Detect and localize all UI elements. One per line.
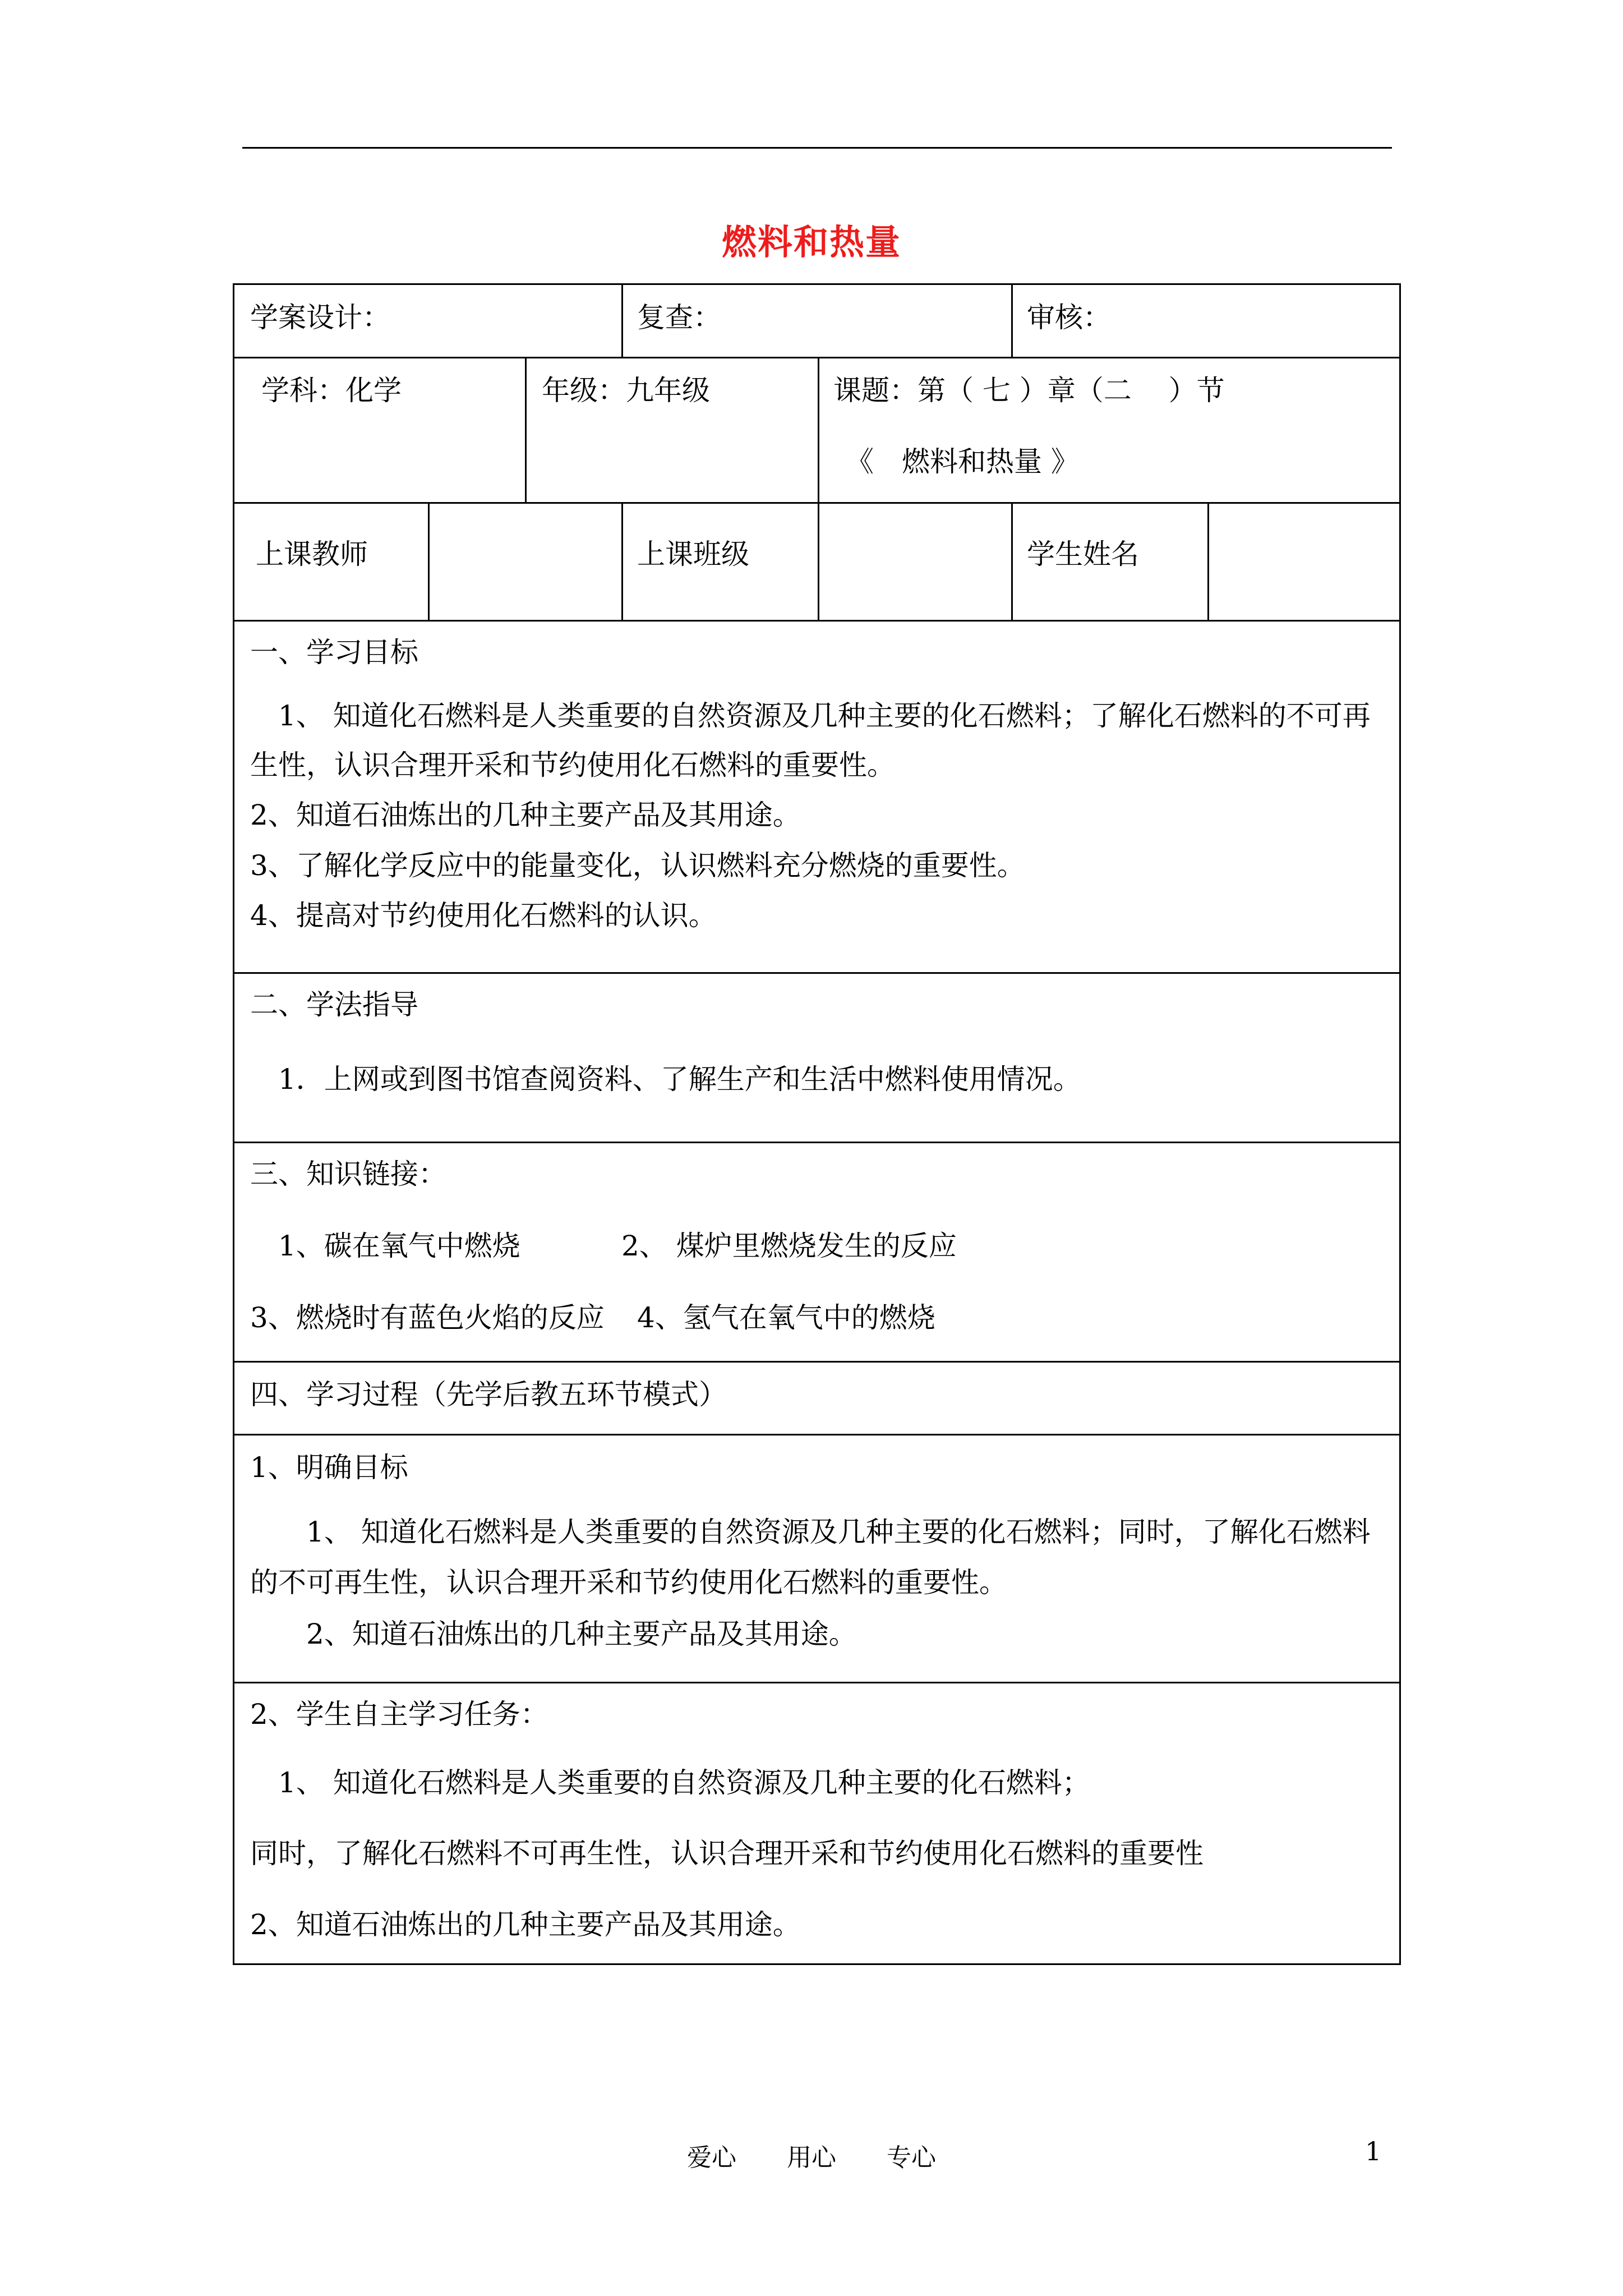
student-name-label: 学生姓名 (1027, 538, 1139, 570)
objective-item: 3、了解化学反应中的能量变化，认识燃料充分燃烧的重要性。 (250, 849, 1025, 882)
row-divider (234, 620, 1399, 622)
footer-word: 专心 (887, 2143, 936, 2172)
review-label: 复查： (637, 301, 721, 334)
subject-field: 学科：化学 (261, 374, 402, 407)
objective-item: 4、提高对节约使用化石燃料的认识。 (250, 899, 717, 932)
objective-item: 1、 知道化石燃料是人类重要的自然资源及几种主要的化石燃料；了解化石燃料的不可再 (278, 700, 1371, 732)
page-number: 1 (1365, 2136, 1382, 2166)
row-divider (234, 1434, 1399, 1435)
col-divider (818, 357, 819, 502)
goal-item: 2、知道石油炼出的几种主要产品及其用途。 (306, 1618, 857, 1650)
col-divider (621, 285, 623, 357)
col-divider (818, 502, 819, 620)
method-item: 1．上网或到图书馆查阅资料、了解生产和生活中燃料使用情况。 (278, 1063, 1081, 1096)
goal-item: 1、 知道化石燃料是人类重要的自然资源及几种主要的化石燃料；同时，了解化石燃料 (306, 1516, 1371, 1548)
header-rule (242, 147, 1392, 149)
task-item: 2、知道石油炼出的几种主要产品及其用途。 (250, 1908, 801, 1941)
row-divider (234, 1142, 1399, 1143)
footer-word: 爱心 (687, 2143, 736, 2172)
section-heading: 1、明确目标 (250, 1451, 408, 1484)
topic-field: 课题：第（ 七 ）章（二 ）节 (833, 374, 1225, 407)
knowledge-item: 1、碳在氧气中燃烧 (278, 1230, 520, 1262)
section-heading: 四、学习过程（先学后教五环节模式） (250, 1378, 727, 1411)
section-heading: 一、学习目标 (250, 636, 418, 669)
objective-item-cont: 生性，认识合理开采和节约使用化石燃料的重要性。 (250, 749, 895, 781)
knowledge-item: 2、 煤炉里燃烧发生的反应 (621, 1230, 957, 1262)
section-heading: 2、学生自主学习任务： (250, 1698, 548, 1731)
topic-name: 《 燃料和热量 》 (846, 445, 1079, 478)
row-divider (234, 502, 1399, 504)
task-item-cont: 同时，了解化石燃料不可再生性，认识合理开采和节约使用化石燃料的重要性 (250, 1837, 1204, 1870)
document-title: 燃料和热量 (721, 222, 901, 263)
col-divider (1011, 285, 1013, 357)
design-label: 学案设计： (250, 301, 390, 334)
task-item: 1、 知道化石燃料是人类重要的自然资源及几种主要的化石燃料； (278, 1766, 1090, 1799)
grade-field: 年级：九年级 (542, 374, 710, 407)
audit-label: 审核： (1027, 301, 1111, 334)
row-divider (234, 1361, 1399, 1363)
footer-word: 用心 (787, 2143, 836, 2172)
col-divider (428, 502, 430, 620)
knowledge-item: 3、燃烧时有蓝色火焰的反应 (250, 1301, 605, 1334)
class-label: 上课班级 (637, 538, 749, 570)
objective-item: 2、知道石油炼出的几种主要产品及其用途。 (250, 799, 801, 831)
teacher-label: 上课教师 (256, 538, 368, 570)
col-divider (1011, 502, 1013, 620)
goal-item-cont: 的不可再生性，认识合理开采和节约使用化石燃料的重要性。 (250, 1566, 1007, 1599)
knowledge-item: 4、氢气在氧气中的燃烧 (637, 1301, 935, 1334)
row-divider (234, 1682, 1399, 1683)
col-divider (621, 502, 623, 620)
row-divider (234, 972, 1399, 974)
section-heading: 三、知识链接： (250, 1158, 446, 1190)
col-divider (525, 357, 527, 502)
lesson-plan-table (233, 283, 1401, 1965)
row-divider (234, 357, 1399, 358)
section-heading: 二、学法指导 (250, 988, 418, 1021)
col-divider (1207, 502, 1209, 620)
